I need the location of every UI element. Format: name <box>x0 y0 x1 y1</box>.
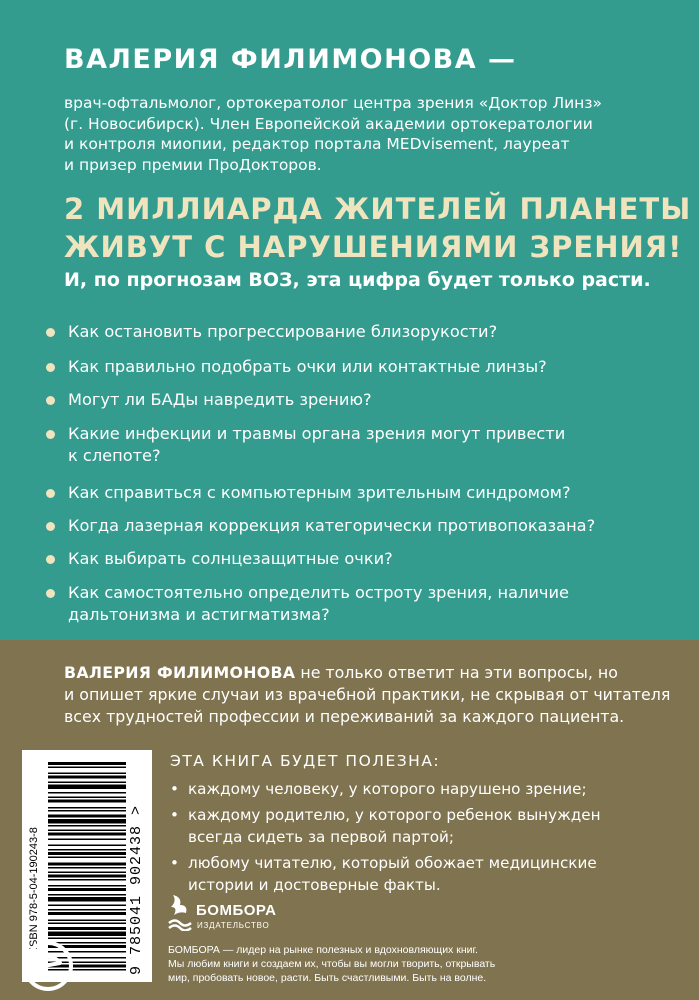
useful-item: • каждому человеку, у которого нарушено зрение; <box>170 780 587 798</box>
useful-title: ЭТА КНИГА БУДЕТ ПОЛЕЗНА: <box>170 752 441 770</box>
author-bio-line: (г. Новосибирск). Член Европейской академии ортокератологии <box>64 114 593 133</box>
publisher-sub: ИЗДАТЕЛЬСТВО <box>197 921 270 930</box>
headline <box>64 190 691 266</box>
intro-line-2: и опишет яркие случаи из врачебной практики, не скрывая от читателя <box>64 685 671 704</box>
useful-item: • каждому родителю, у которого ребенок вынужден всегда сидеть за первой партой; <box>170 806 601 846</box>
author-bio-line: и контроля миопии, редактор портала MEDvisement, лауреат <box>64 135 570 153</box>
bullet-dot-icon <box>46 363 55 372</box>
bullet-dot-icon <box>46 328 55 337</box>
question-item: Как справиться с компьютерным зрительным синдромом? <box>46 482 666 504</box>
bullet-dot-icon <box>46 589 55 598</box>
question-item: Как самостоятельно определить остроту зрения, наличие дальтонизма и астигматизма? <box>46 582 666 626</box>
useful-item: • любому читателю, который обожает медицинские истории и достоверные факты. <box>170 854 597 894</box>
intro-paragraph <box>64 662 674 728</box>
publisher-name: БОМБОРА <box>196 902 277 919</box>
question-item: Когда лазерная коррекция категорически противопоказана? <box>46 515 666 537</box>
bullet-dot-icon <box>46 489 55 498</box>
subheadline: И, по прогнозам ВОЗ, эта цифра будет только расти. <box>64 269 651 291</box>
headline-line-2: ЖИВУТ С НАРУШЕНИЯМИ ЗРЕНИЯ! <box>64 230 683 264</box>
bombora-wave-icon <box>168 893 192 931</box>
question-item: Как остановить прогрессирование близорукости? <box>46 321 666 343</box>
barcode-number: 9 785041 902438 > <box>128 804 145 975</box>
slogan-line: мир, пробовать новое, расти. Быть счастливыми. Быть на волне. <box>168 972 487 984</box>
author-bio <box>64 93 664 175</box>
author-bio-line: и призер премии ПроДокторов. <box>64 155 322 174</box>
eksmo-logo-icon <box>22 940 74 992</box>
slogan-line: Мы любим книги и создаем их, чтобы вы могли творить, открывать <box>168 958 496 970</box>
isbn-text: ISBN 978-5-04-190243-8 <box>28 827 40 950</box>
bullet-dot-icon <box>46 555 55 564</box>
intro-line-1: ВАЛЕРИЯ ФИЛИМОНОВА не только ответит на эти вопросы, но <box>64 663 618 682</box>
author-bio-line: врач-офтальмолог, ортокератолог центра зрения «Доктор Линз» <box>64 94 603 112</box>
bullet-dot-icon <box>46 430 55 439</box>
question-item: Как выбирать солнцезащитные очки? <box>46 548 666 570</box>
intro-line-3: всех трудностей профессии и переживаний за каждого пациента. <box>64 707 625 726</box>
headline-line-1: 2 МИЛЛИАРДА ЖИТЕЛЕЙ ПЛАНЕТЫ <box>64 192 692 226</box>
slogan-line: БОМБОРА — лидер на рынке полезных и вдохновляющих книг. <box>168 944 478 956</box>
intro-author-name: ВАЛЕРИЯ ФИЛИМОНОВА <box>64 663 296 682</box>
question-item: Какие инфекции и травмы органа зрения могут привести к слепоте? <box>46 423 666 467</box>
author-name: ВАЛЕРИЯ ФИЛИМОНОВА — <box>64 44 517 75</box>
bullet-dot-icon <box>46 396 55 405</box>
question-item: Как правильно подобрать очки или контактные линзы? <box>46 356 666 378</box>
publisher-slogan <box>168 943 688 985</box>
bullet-dot-icon <box>46 522 55 531</box>
question-item: Могут ли БАДы навредить зрению? <box>46 389 666 411</box>
